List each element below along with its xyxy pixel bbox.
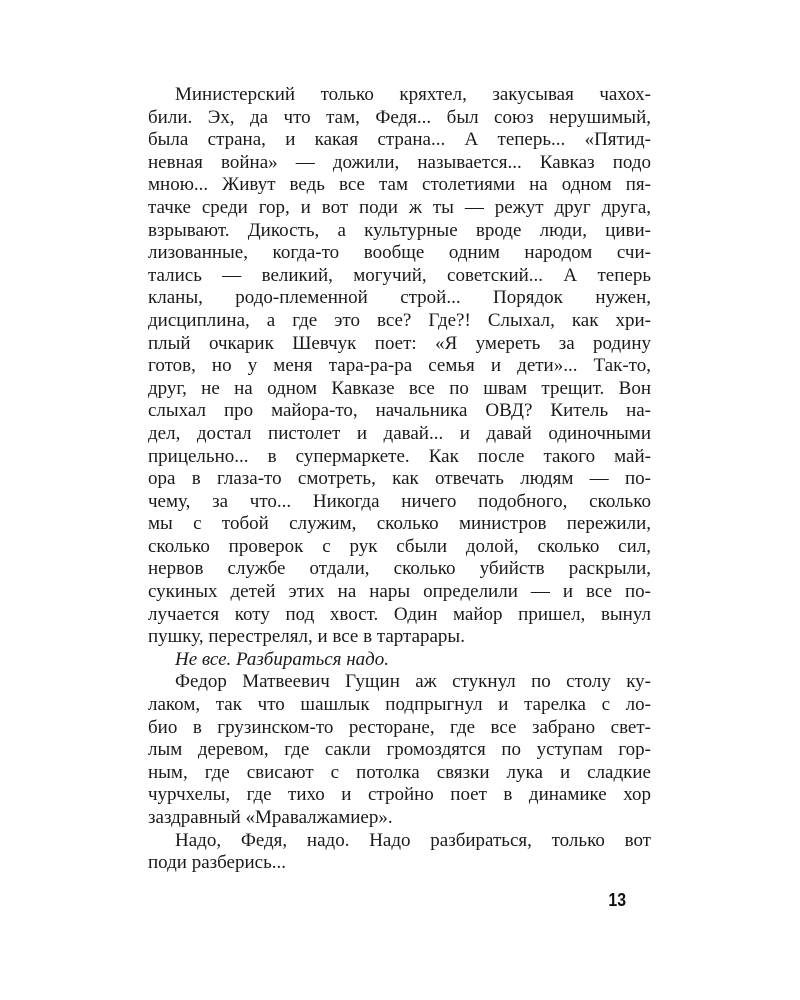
paragraph [148, 84, 651, 649]
text-line: Министерский только кряхтел, закусывая чахох- [175, 84, 651, 105]
paragraph [148, 649, 651, 672]
text-line: лучается коту под хвост. Один майор пришел, вынул [148, 603, 651, 625]
page-number [148, 890, 626, 910]
paragraph [148, 671, 651, 829]
text-line: поди разберись... [148, 852, 287, 874]
text-line: слыхал про майора-то, начальника ОВД? Китель на- [148, 400, 651, 422]
text-line: Не все. Разбираться надо. [175, 648, 390, 670]
page-number-value: 13 [608, 890, 626, 910]
text-line: пушку, перестрелял, и все в тартарары. [148, 626, 465, 648]
text-line: мною... Живут ведь все там столетиями на одном пя- [148, 174, 651, 196]
text-line: лаком, так что шашлык подпрыгнул и тарелка с ло- [148, 694, 651, 716]
text-line: сколько проверок с рук сбыли долой, сколько сил, [148, 535, 651, 557]
text-line: невная война» — дожили, называется... Кавказ подо [148, 151, 651, 173]
text-line: взрывают. Дикость, а культурные вроде люди, циви- [148, 219, 651, 241]
text-line: прицельно... в супермаркете. Как после такого май- [148, 445, 651, 467]
text-line: друг, не на одном Кавказе все по швам трещит. Вон [148, 377, 651, 399]
text-line: био в грузинском-то ресторане, где все забрано свет- [148, 716, 651, 738]
text-line: били. Эх, да что там, Федя... был союз нерушимый, [148, 106, 651, 128]
text-line: дел, достал пистолет и давай... и давай одиночными [148, 422, 651, 444]
text-line: заздравный «Мравалжамиер». [148, 807, 393, 828]
text-line: дисциплина, а где это все? Где?! Слыхал, как хри- [148, 309, 651, 331]
paragraph [148, 830, 651, 875]
text-line: готов, но у меня тара-ра-ра семья и дети»... Так-то, [148, 355, 651, 377]
text-line: лизованные, когда-то вообще одним народом счи- [148, 242, 651, 264]
text-line: кланы, родо-племенной строй... Порядок нужен, [148, 287, 651, 309]
text-line: ора в глаза-то смотреть, как отвечать людям — по- [148, 468, 651, 490]
text-line: ным, где свисают с потолка связки лука и сладкие [148, 761, 651, 783]
text-line: нервов службе отдали, сколько убийств раскрыли, [148, 558, 651, 580]
text-line: плый очкарик Шевчук поет: «Я умереть за родину [148, 332, 651, 354]
text-line: была страна, и какая страна... А теперь... «Пятид- [148, 129, 651, 151]
page-text [148, 84, 651, 875]
text-line: лым деревом, где сакли громоздятся по уступам гор- [148, 739, 651, 761]
text-line: чурчхелы, где тихо и стройно поет в динамике хор [148, 784, 651, 806]
text-line: тались — великий, могучий, советский... А теперь [148, 264, 651, 286]
text-line: Надо, Федя, надо. Надо разбираться, только вот [175, 829, 651, 851]
text-line: сукиных детей этих на нары определили — и все по- [148, 581, 651, 603]
text-line: тачке среди гор, и вот поди ж ты — режут друг друга, [148, 196, 651, 218]
text-line: Федор Матвеевич Гущин аж стукнул по столу ку- [175, 671, 651, 693]
text-line: мы с тобой служим, сколько министров пережили, [148, 513, 651, 535]
text-line: чему, за что... Никогда ничего подобного, сколько [148, 490, 651, 512]
